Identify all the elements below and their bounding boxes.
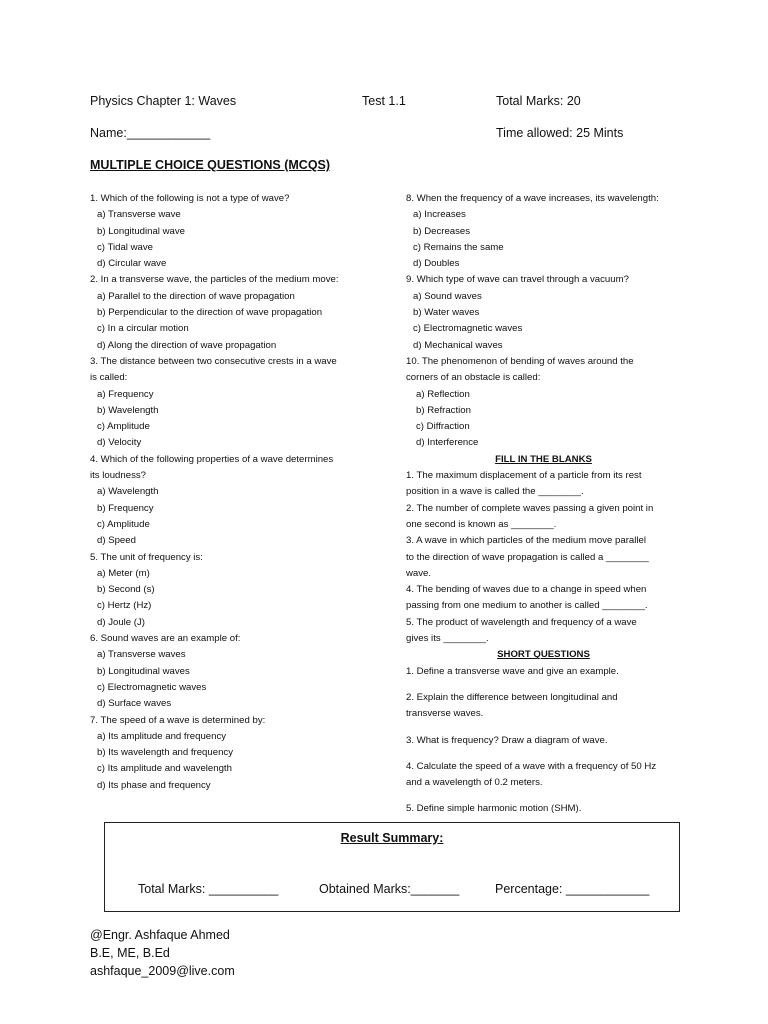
question-line: 1. The maximum displacement of a particle from its rest [406, 470, 642, 482]
spacer [406, 791, 681, 801]
answer-option: b) Perpendicular to the direction of wave propagation [97, 307, 323, 319]
question-line: 4. Which of the following properties of a wave determines [90, 453, 334, 465]
answer-option: c) Its amplitude and wavelength [97, 763, 232, 775]
answer-option: c) In a circular motion [97, 323, 189, 335]
answer-option: a) Sound waves [413, 290, 482, 302]
question-line: 4. Calculate the speed of a wave with a frequency of 50 Hz [406, 760, 657, 772]
answer-option: b) Longitudinal waves [97, 665, 190, 677]
answer-option: c) Electromagnetic waves [97, 681, 207, 693]
answer-option: a) Increases [413, 209, 466, 221]
answer-option: b) Refraction [416, 404, 471, 416]
section-heading: SHORT QUESTIONS [497, 649, 590, 661]
question-line: passing from one medium to another is called ________. [406, 600, 648, 612]
summary-percentage: Percentage: ____________ [495, 882, 650, 896]
answer-option: b) Its wavelength and frequency [97, 747, 233, 759]
question-line: 3. A wave in which particles of the medium move parallel [406, 535, 646, 547]
spacer [406, 749, 681, 759]
question-line: 1. Define a transverse wave and give an example. [406, 665, 619, 677]
question-line: corners of an obstacle is called: [406, 372, 541, 384]
answer-option: b) Wavelength [97, 404, 159, 416]
question-line: 2. In a transverse wave, the particles of the medium move: [90, 274, 339, 286]
result-summary-box [104, 822, 680, 912]
left-column [90, 191, 390, 794]
answer-option: a) Meter (m) [97, 567, 150, 579]
spacer [406, 680, 681, 690]
summary-obtained-marks: Obtained Marks:_______ [319, 882, 460, 896]
answer-option: b) Second (s) [97, 584, 155, 596]
question-line: position in a wave is called the ________. [406, 486, 584, 498]
question-line: 2. The number of complete waves passing a given point in [406, 502, 654, 514]
test-number: Test 1.1 [362, 94, 406, 108]
answer-option: c) Remains the same [413, 241, 504, 253]
author-name: @Engr. Ashfaque Ahmed [90, 928, 230, 942]
section-heading: FILL IN THE BLANKS [495, 453, 592, 465]
answer-option: b) Water waves [413, 307, 480, 319]
answer-option: c) Tidal wave [97, 241, 153, 253]
answer-option: a) Wavelength [97, 486, 159, 498]
question-line: transverse waves. [406, 708, 484, 720]
answer-option: c) Amplitude [97, 518, 150, 530]
spacer [406, 723, 681, 733]
question-line: 7. The speed of a wave is determined by: [90, 714, 266, 726]
answer-option: d) Along the direction of wave propagation [97, 339, 277, 351]
question-line: gives its ________. [406, 633, 489, 645]
author-degrees: B.E, ME, B.Ed [90, 946, 170, 960]
subject-title: Physics Chapter 1: Waves [90, 94, 237, 108]
question-line: wave. [406, 567, 432, 579]
answer-option: c) Amplitude [97, 421, 150, 433]
question-line: 6. Sound waves are an example of: [90, 633, 241, 645]
answer-option: a) Transverse waves [97, 649, 186, 661]
question-line: 5. Define simple harmonic motion (SHM). [406, 803, 582, 815]
time-allowed: Time allowed: 25 Mints [496, 126, 624, 140]
answer-option: d) Doubles [413, 258, 460, 270]
question-line: is called: [90, 372, 128, 384]
question-line: 4. The bending of waves due to a change in speed when [406, 584, 647, 596]
answer-option: a) Transverse wave [97, 209, 181, 221]
answer-option: c) Diffraction [416, 421, 470, 433]
question-line: and a wavelength of 0.2 meters. [406, 777, 543, 789]
right-column [406, 191, 681, 818]
answer-option: c) Electromagnetic waves [413, 323, 523, 335]
question-line: 2. Explain the difference between longitudinal and [406, 691, 618, 703]
total-marks: Total Marks: 20 [496, 94, 581, 108]
question-line: 1. Which of the following is not a type of wave? [90, 193, 290, 204]
answer-option: d) Interference [416, 437, 479, 449]
question-line: to the direction of wave propagation is called a ________ [406, 551, 649, 563]
question-line: 5. The unit of frequency is: [90, 551, 203, 563]
answer-option: d) Velocity [97, 437, 142, 449]
footer [90, 926, 235, 980]
answer-option: a) Its amplitude and frequency [97, 730, 227, 742]
question-line: its loudness? [90, 470, 146, 482]
question-line: 3. What is frequency? Draw a diagram of wave. [406, 734, 608, 746]
question-line: 5. The product of wavelength and frequency of a wave [406, 616, 637, 628]
answer-option: a) Frequency [97, 388, 154, 400]
question-line: 9. Which type of wave can travel through a vacuum? [406, 274, 629, 286]
author-email: ashfaque_2009@live.com [90, 964, 235, 978]
question-line: 3. The distance between two consecutive crests in a wave [90, 355, 337, 367]
answer-option: d) Surface waves [97, 698, 172, 710]
answer-option: d) Joule (J) [97, 616, 145, 628]
answer-option: b) Longitudinal wave [97, 225, 186, 237]
result-summary-title: Result Summary: [340, 831, 444, 845]
question-line: 8. When the frequency of a wave increases, its wavelength: [406, 193, 659, 204]
question-line: one second is known as ________. [406, 518, 557, 530]
answer-option: d) Speed [97, 535, 136, 547]
answer-option: d) Circular wave [97, 258, 167, 270]
answer-option: a) Parallel to the direction of wave propagation [97, 290, 295, 302]
answer-option: b) Frequency [97, 502, 154, 514]
summary-total-marks: Total Marks: __________ [138, 882, 279, 896]
mcq-section-title: MULTIPLE CHOICE QUESTIONS (MCQS) [90, 158, 331, 172]
answer-option: a) Reflection [416, 388, 470, 400]
answer-option: b) Decreases [413, 225, 471, 237]
name-field: Name:____________ [90, 126, 211, 140]
question-line: 10. The phenomenon of bending of waves around the [406, 355, 634, 367]
answer-option: c) Hertz (Hz) [97, 600, 152, 612]
answer-option: d) Mechanical waves [413, 339, 503, 351]
answer-option: d) Its phase and frequency [97, 779, 211, 791]
